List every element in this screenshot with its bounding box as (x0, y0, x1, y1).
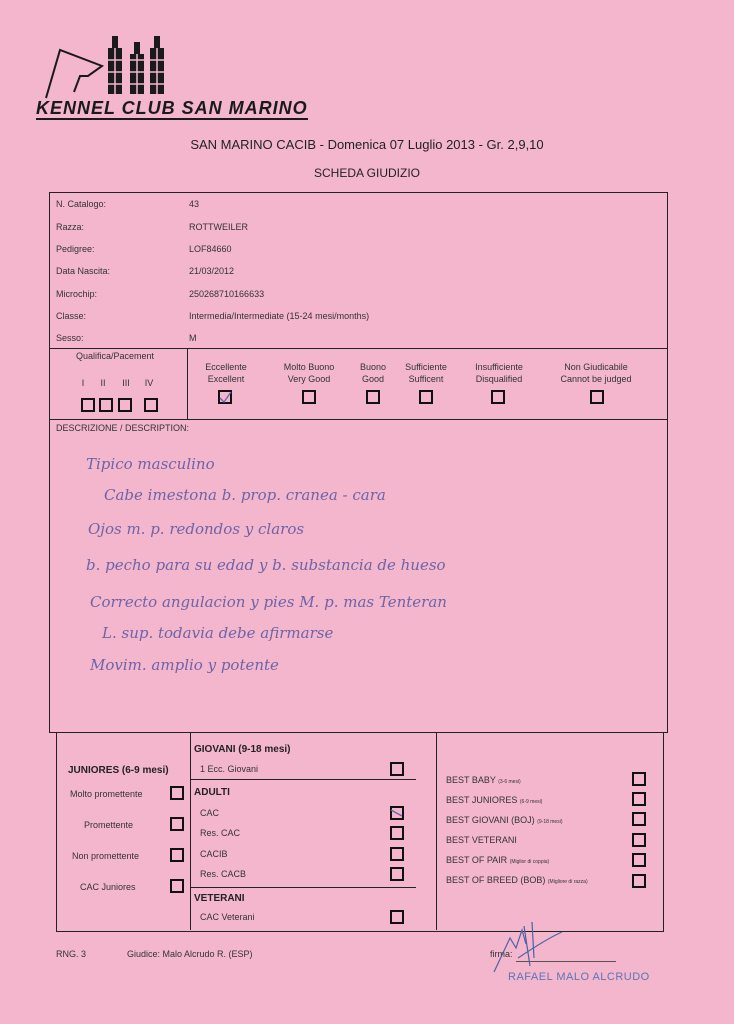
veterani-checkbox[interactable] (390, 910, 404, 924)
placement-ii-checkbox[interactable] (99, 398, 113, 412)
detail-label: Razza: (56, 222, 85, 232)
judge-name: Giudice: Malo Alcrudo R. (ESP) (127, 949, 253, 959)
check-mark-icon (218, 390, 232, 404)
juniores-checkbox[interactable] (170, 848, 184, 862)
handwritten-line: Movim. amplio y potente (90, 656, 279, 674)
judge-stamp: RAFAEL MALO ALCRUDO (508, 971, 650, 983)
grade-not-judged-checkbox[interactable] (590, 390, 604, 404)
handwritten-line: Correcto angulacion y pies M. p. mas Tenteran (90, 593, 447, 611)
adulti-item-label: CACIB (200, 849, 228, 859)
grade-disqualified-checkbox[interactable] (491, 390, 505, 404)
classes-box (56, 732, 664, 932)
juniores-checkbox[interactable] (170, 817, 184, 831)
grade-disqualified-label: Insufficiente Disqualified (475, 362, 523, 384)
handwritten-line: b. pecho para su edad y b. substancia de hueso (86, 556, 446, 574)
placement-iii-checkbox[interactable] (118, 398, 132, 412)
handwritten-line: Cabe imestona b. prop. cranea - cara (104, 486, 386, 504)
detail-value: M (189, 333, 197, 343)
event-title: SAN MARINO CACIB - Domenica 07 Luglio 2013 - Gr. 2,9,10 (190, 137, 544, 152)
adulti-res-cac-checkbox[interactable] (390, 826, 404, 840)
juniores-title: JUNIORES (6-9 mesi) (68, 765, 169, 776)
divider (436, 732, 437, 930)
best-pair-checkbox[interactable] (632, 853, 646, 867)
detail-value: ROTTWEILER (189, 222, 249, 232)
grade-sufficient-label: Sufficiente Sufficent (405, 362, 447, 384)
handwritten-line: Tipico masculino (86, 455, 215, 473)
kennel-club-logo-icon (40, 30, 180, 100)
adulti-res-cacib-checkbox[interactable] (390, 867, 404, 881)
placement-label: I (81, 378, 85, 388)
grade-sufficient-checkbox[interactable] (419, 390, 433, 404)
grade-good-checkbox[interactable] (366, 390, 380, 404)
giovani-checkbox[interactable] (390, 762, 404, 776)
signature-label: firma: (490, 949, 513, 959)
juniores-item-label: CAC Juniores (80, 882, 136, 892)
placement-label: IV (144, 378, 154, 388)
veterani-item-label: CAC Veterani (200, 912, 255, 922)
grade-excellent-label: Eccellente Excellent (205, 362, 247, 384)
placement-label: III (122, 378, 130, 388)
best-item-label: BEST JUNIORES (6-9 mesi) (446, 795, 543, 805)
detail-value: 250268710166633 (189, 289, 265, 299)
juniores-checkbox[interactable] (170, 879, 184, 893)
best-of-breed-checkbox[interactable] (632, 874, 646, 888)
veterani-title: VETERANI (194, 893, 245, 904)
logo-text: KENNEL CLUB SAN MARINO (36, 98, 308, 118)
juniores-item-label: Molto promettente (70, 789, 143, 799)
handwritten-line: L. sup. todavia debe afirmarse (102, 624, 334, 642)
adulti-cacib-checkbox[interactable] (390, 847, 404, 861)
detail-label: Sesso: (56, 333, 84, 343)
juniores-checkbox[interactable] (170, 786, 184, 800)
signature-icon (488, 918, 568, 978)
grade-excellent-checkbox[interactable] (218, 390, 232, 404)
juniores-item-label: Non promettente (72, 851, 140, 861)
detail-label: Pedigree: (56, 244, 95, 254)
best-item-label: BEST OF PAIR (Miglior di coppia) (446, 855, 550, 865)
detail-label: Classe: (56, 311, 87, 321)
detail-value: Intermedia/Intermediate (15-24 mesi/months) (189, 311, 370, 321)
adulti-item-label: Res. CAC (200, 828, 241, 838)
divider (190, 732, 191, 930)
description-label: DESCRIZIONE / DESCRIPTION: (56, 423, 190, 433)
juniores-item-label: Promettente (84, 820, 134, 830)
detail-label: Microchip: (56, 289, 98, 299)
grade-very-good-label: Molto Buono Very Good (283, 362, 335, 384)
detail-value: 21/03/2012 (189, 266, 235, 276)
placement-title: Qualifica/Pacement (75, 351, 155, 361)
divider (190, 887, 416, 888)
grade-good-label: Buono Good (359, 362, 387, 384)
detail-label: N. Catalogo: (56, 199, 107, 209)
grade-very-good-checkbox[interactable] (302, 390, 316, 404)
check-mark-icon (390, 806, 404, 820)
best-giovani-checkbox[interactable] (632, 812, 646, 826)
detail-value: LOF84660 (189, 244, 232, 254)
best-veterani-checkbox[interactable] (632, 833, 646, 847)
detail-label: Data Nascita: (56, 266, 111, 276)
best-item-label: BEST GIOVANI (BOJ) (9-18 mesi) (446, 815, 563, 825)
adulti-cac-checkbox[interactable] (390, 806, 404, 820)
adulti-item-label: CAC (200, 808, 220, 818)
form-title: SCHEDA GIUDIZIO (313, 166, 420, 180)
details-box (49, 192, 668, 349)
best-item-label: BEST BABY (3-6 mesi) (446, 775, 521, 785)
divider (190, 779, 416, 780)
giovani-title: GIOVANI (9-18 mesi) (194, 744, 291, 755)
best-juniores-checkbox[interactable] (632, 792, 646, 806)
placement-label: II (100, 378, 106, 388)
grade-not-judged-label: Non Giudicabile Cannot be judged (560, 362, 632, 384)
placement-iv-checkbox[interactable] (144, 398, 158, 412)
best-baby-checkbox[interactable] (632, 772, 646, 786)
ring-number: RNG. 3 (56, 949, 87, 959)
handwritten-line: Ojos m. p. redondos y claros (88, 520, 305, 538)
giovani-item-label: 1 Ecc. Giovani (200, 764, 259, 774)
placement-i-checkbox[interactable] (81, 398, 95, 412)
best-item-label: BEST OF BREED (BOB) (Migliore di razza) (446, 875, 588, 885)
best-item-label: BEST VETERANI (446, 835, 517, 845)
adulti-title: ADULTI (194, 787, 230, 798)
adulti-item-label: Res. CACB (200, 869, 247, 879)
detail-value: 43 (189, 199, 200, 209)
